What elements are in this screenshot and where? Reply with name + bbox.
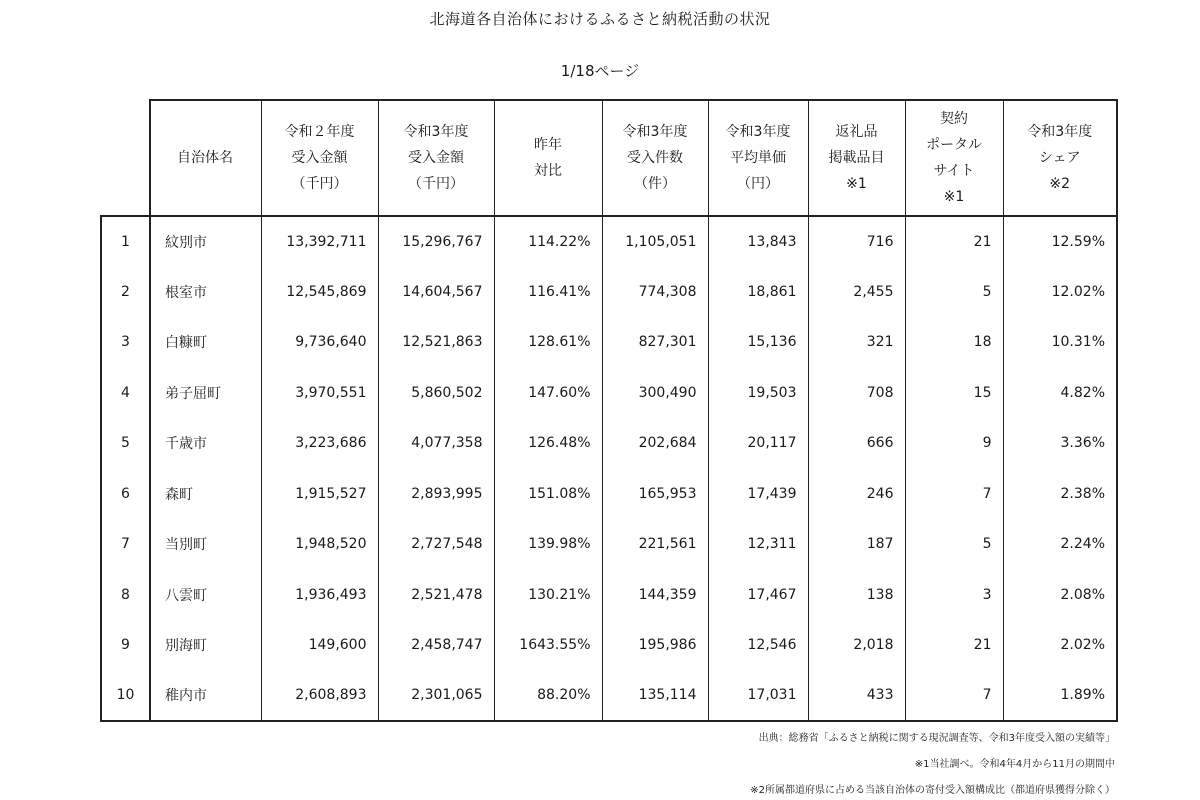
header-line: 令和3年度 (1027, 124, 1093, 140)
table-row (101, 671, 1117, 722)
header-row (101, 100, 1117, 216)
rank-cell: 4 (101, 368, 150, 419)
rank-cell: 1 (101, 216, 150, 267)
r3-count-cell: 221,561 (602, 519, 708, 570)
rank-cell: 10 (101, 671, 150, 722)
r2-amount-cell: 1,915,527 (261, 469, 378, 520)
document-title: 北海道各自治体におけるふるさと納税活動の状況 (429, 10, 771, 28)
header-line: 令和２年度 (284, 124, 355, 140)
portal-sites-cell: 9 (905, 418, 1003, 469)
r3-count-cell: 135,114 (602, 671, 708, 722)
r2-amount-cell: 3,970,551 (261, 368, 378, 419)
rank-cell: 3 (101, 317, 150, 368)
table-body (101, 216, 1117, 721)
portal-sites-cell: 3 (905, 570, 1003, 621)
header-rank-blank (101, 100, 150, 216)
r3-amount-cell: 15,296,767 (378, 216, 494, 267)
header-r3-share (1003, 100, 1117, 216)
table-row (101, 418, 1117, 469)
portal-sites-cell: 7 (905, 671, 1003, 722)
municipality-cell: 白糠町 (150, 317, 261, 368)
portal-sites-cell: 5 (905, 519, 1003, 570)
header-line: ※2 (1049, 176, 1071, 192)
portal-sites-cell: 7 (905, 469, 1003, 520)
header-line: 受入件数 (627, 150, 683, 166)
r2-amount-cell: 9,736,640 (261, 317, 378, 368)
table-row (101, 570, 1117, 621)
r3-amount-cell: 4,077,358 (378, 418, 494, 469)
r2-amount-cell: 12,545,869 (261, 267, 378, 318)
yoy-cell: 130.21% (494, 570, 602, 621)
r2-amount-cell: 1,948,520 (261, 519, 378, 570)
header-line: ポータル (926, 137, 982, 153)
header-line: シェア (1038, 150, 1081, 166)
r3-count-cell: 165,953 (602, 469, 708, 520)
header-r2-amount (261, 100, 378, 216)
yoy-cell: 114.22% (494, 216, 602, 267)
share-cell: 12.02% (1003, 267, 1117, 318)
header-r3-amount (378, 100, 494, 216)
yoy-cell: 116.41% (494, 267, 602, 318)
r3-count-cell: 1,105,051 (602, 216, 708, 267)
rank-cell: 7 (101, 519, 150, 570)
gift-items-cell: 708 (808, 368, 905, 419)
avg-price-cell: 18,861 (708, 267, 808, 318)
header-line: 昨年 (534, 137, 562, 153)
header-portal-sites (905, 100, 1003, 216)
avg-price-cell: 17,439 (708, 469, 808, 520)
gift-items-cell: 246 (808, 469, 905, 520)
r3-count-cell: 144,359 (602, 570, 708, 621)
furusato-tax-table (100, 99, 1118, 722)
avg-price-cell: 12,311 (708, 519, 808, 570)
avg-price-cell: 15,136 (708, 317, 808, 368)
share-cell: 2.08% (1003, 570, 1117, 621)
gift-items-cell: 716 (808, 216, 905, 267)
header-line: （件） (634, 176, 676, 192)
share-cell: 2.38% (1003, 469, 1117, 520)
rank-cell: 5 (101, 418, 150, 469)
municipality-cell: 八雲町 (150, 570, 261, 621)
r2-amount-cell: 2,608,893 (261, 671, 378, 722)
header-line: （円） (737, 176, 779, 192)
table-row (101, 317, 1117, 368)
avg-price-cell: 13,843 (708, 216, 808, 267)
source-note: 出典：総務省「ふるさと納税に関する現況調査等、令和3年度受入額の実績等」 (758, 733, 1115, 744)
gift-items-cell: 138 (808, 570, 905, 621)
r3-count-cell: 300,490 (602, 368, 708, 419)
header-gift-items (808, 100, 905, 216)
footnote-1: ※1当社調べ。令和4年4月から11月の期間中 (914, 759, 1115, 770)
rank-cell: 6 (101, 469, 150, 520)
r3-count-cell: 827,301 (602, 317, 708, 368)
r3-count-cell: 195,986 (602, 620, 708, 671)
portal-sites-cell: 21 (905, 216, 1003, 267)
yoy-cell: 126.48% (494, 418, 602, 469)
header-line: 契約 (940, 111, 968, 127)
r2-amount-cell: 1,936,493 (261, 570, 378, 621)
avg-price-cell: 20,117 (708, 418, 808, 469)
municipality-cell: 紋別市 (150, 216, 261, 267)
r2-amount-cell: 3,223,686 (261, 418, 378, 469)
avg-price-cell: 17,031 (708, 671, 808, 722)
header-line: ※1 (943, 189, 965, 205)
gift-items-cell: 2,455 (808, 267, 905, 318)
header-r3-count (602, 100, 708, 216)
header-line: （千円） (291, 176, 348, 192)
municipality-cell: 稚内市 (150, 671, 261, 722)
gift-items-cell: 2,018 (808, 620, 905, 671)
portal-sites-cell: 21 (905, 620, 1003, 671)
r2-amount-cell: 149,600 (261, 620, 378, 671)
share-cell: 1.89% (1003, 671, 1117, 722)
municipality-cell: 当別町 (150, 519, 261, 570)
avg-price-cell: 12,546 (708, 620, 808, 671)
portal-sites-cell: 15 (905, 368, 1003, 419)
r3-amount-cell: 5,860,502 (378, 368, 494, 419)
avg-price-cell: 17,467 (708, 570, 808, 621)
header-line: 平均単価 (730, 150, 786, 166)
r3-amount-cell: 2,727,548 (378, 519, 494, 570)
gift-items-cell: 321 (808, 317, 905, 368)
portal-sites-cell: 18 (905, 317, 1003, 368)
rank-cell: 8 (101, 570, 150, 621)
yoy-cell: 1643.55% (494, 620, 602, 671)
header-line: 受入金額 (408, 150, 464, 166)
page-indicator: 1/18ページ (560, 62, 640, 80)
header-line: 返礼品 (835, 124, 878, 140)
header-r3-avg-price (708, 100, 808, 216)
gift-items-cell: 666 (808, 418, 905, 469)
share-cell: 2.02% (1003, 620, 1117, 671)
table-row (101, 368, 1117, 419)
share-cell: 10.31% (1003, 317, 1117, 368)
yoy-cell: 147.60% (494, 368, 602, 419)
r3-count-cell: 774,308 (602, 267, 708, 318)
r3-amount-cell: 2,893,995 (378, 469, 494, 520)
portal-sites-cell: 5 (905, 267, 1003, 318)
yoy-cell: 88.20% (494, 671, 602, 722)
share-cell: 4.82% (1003, 368, 1117, 419)
municipality-cell: 別海町 (150, 620, 261, 671)
yoy-cell: 128.61% (494, 317, 602, 368)
table-row (101, 267, 1117, 318)
rank-cell: 9 (101, 620, 150, 671)
r3-amount-cell: 12,521,863 (378, 317, 494, 368)
r3-amount-cell: 2,301,065 (378, 671, 494, 722)
gift-items-cell: 187 (808, 519, 905, 570)
yoy-cell: 139.98% (494, 519, 602, 570)
share-cell: 3.36% (1003, 418, 1117, 469)
table-row (101, 519, 1117, 570)
table-row (101, 216, 1117, 267)
footnote-2: ※2所属都道府県に占める当該自治体の寄付受入額構成比（都道府県獲得分除く） (750, 785, 1115, 796)
rank-cell: 2 (101, 267, 150, 318)
header-line: 令和3年度 (622, 124, 688, 140)
header-line: 対比 (534, 163, 562, 179)
gift-items-cell: 433 (808, 671, 905, 722)
header-line: （千円） (408, 176, 464, 192)
municipality-cell: 根室市 (150, 267, 261, 318)
share-cell: 2.24% (1003, 519, 1117, 570)
header-line: サイト (933, 163, 975, 179)
r3-amount-cell: 14,604,567 (378, 267, 494, 318)
yoy-cell: 151.08% (494, 469, 602, 520)
header-line: 自治体名 (177, 150, 233, 166)
r2-amount-cell: 13,392,711 (261, 216, 378, 267)
header-line: ※1 (846, 176, 867, 192)
header-line: 令和3年度 (403, 124, 469, 140)
r3-amount-cell: 2,521,478 (378, 570, 494, 621)
r3-count-cell: 202,684 (602, 418, 708, 469)
avg-price-cell: 19,503 (708, 368, 808, 419)
header-line: 受入金額 (291, 150, 348, 166)
table-row (101, 469, 1117, 520)
municipality-cell: 森町 (150, 469, 261, 520)
r3-amount-cell: 2,458,747 (378, 620, 494, 671)
table-row (101, 620, 1117, 671)
municipality-cell: 千歳市 (150, 418, 261, 469)
share-cell: 12.59% (1003, 216, 1117, 267)
municipality-cell: 弟子屈町 (150, 368, 261, 419)
header-municipality (150, 100, 261, 216)
header-line: 掲載品目 (828, 150, 885, 166)
header-line: 令和3年度 (725, 124, 791, 140)
header-yoy (494, 100, 602, 216)
